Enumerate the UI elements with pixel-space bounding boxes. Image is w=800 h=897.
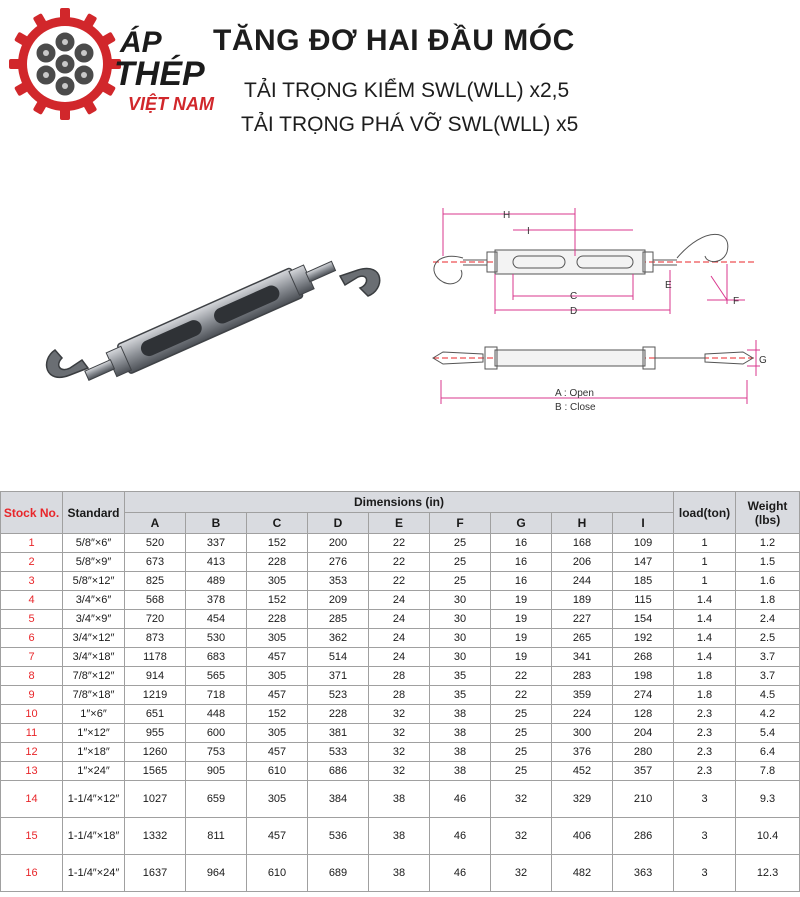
cell-f: 25 bbox=[430, 572, 491, 591]
cell-b: 600 bbox=[186, 724, 247, 743]
cell-i: 154 bbox=[613, 610, 674, 629]
cell-b: 683 bbox=[186, 648, 247, 667]
table-row bbox=[1, 553, 800, 572]
cell-g: 19 bbox=[491, 629, 552, 648]
cell-c: 228 bbox=[247, 553, 308, 572]
cell-e: 32 bbox=[369, 724, 430, 743]
col-stock-no: Stock No. bbox=[1, 492, 63, 534]
cell-d: 686 bbox=[308, 762, 369, 781]
cell-d: 514 bbox=[308, 648, 369, 667]
cell-e: 22 bbox=[369, 534, 430, 553]
cell-e: 24 bbox=[369, 591, 430, 610]
cell-std: 1-1/4″×12″ bbox=[63, 781, 125, 818]
cell-no: 1 bbox=[1, 534, 63, 553]
cell-std: 5/8″×6″ bbox=[63, 534, 125, 553]
cell-e: 28 bbox=[369, 667, 430, 686]
cell-d: 285 bbox=[308, 610, 369, 629]
cell-i: 210 bbox=[613, 781, 674, 818]
logo-text-thep: THÉP bbox=[114, 55, 205, 93]
cell-d: 384 bbox=[308, 781, 369, 818]
diagram-label-h: H bbox=[503, 210, 511, 221]
turnbuckle-photo bbox=[40, 240, 385, 400]
cell-d: 228 bbox=[308, 705, 369, 724]
cell-d: 362 bbox=[308, 629, 369, 648]
gear-wire-rope-icon bbox=[9, 8, 121, 120]
cell-weight: 1.5 bbox=[736, 553, 800, 572]
cell-d: 276 bbox=[308, 553, 369, 572]
cell-i: 109 bbox=[613, 534, 674, 553]
diagram-legend-close: B : Close bbox=[555, 402, 596, 413]
dimension-diagram bbox=[415, 200, 770, 425]
cell-b: 905 bbox=[186, 762, 247, 781]
cell-weight: 1.8 bbox=[736, 591, 800, 610]
cell-g: 19 bbox=[491, 648, 552, 667]
cell-b: 753 bbox=[186, 743, 247, 762]
cell-d: 689 bbox=[308, 855, 369, 892]
cell-std: 7/8″×12″ bbox=[63, 667, 125, 686]
cell-b: 454 bbox=[186, 610, 247, 629]
cell-load: 1.4 bbox=[674, 629, 736, 648]
cell-e: 38 bbox=[369, 855, 430, 892]
diagram-label-c: C bbox=[570, 291, 578, 302]
col-a: A bbox=[125, 513, 186, 534]
cell-e: 22 bbox=[369, 553, 430, 572]
cell-g: 19 bbox=[491, 591, 552, 610]
cell-weight: 7.8 bbox=[736, 762, 800, 781]
cell-weight: 6.4 bbox=[736, 743, 800, 762]
cell-a: 955 bbox=[125, 724, 186, 743]
cell-std: 3/4″×9″ bbox=[63, 610, 125, 629]
cell-h: 376 bbox=[552, 743, 613, 762]
cell-load: 1 bbox=[674, 572, 736, 591]
cell-c: 152 bbox=[247, 591, 308, 610]
col-weight: Weight (lbs) bbox=[736, 492, 800, 534]
cell-i: 363 bbox=[613, 855, 674, 892]
cell-c: 305 bbox=[247, 629, 308, 648]
cell-load: 1.4 bbox=[674, 648, 736, 667]
cell-std: 1-1/4″×24″ bbox=[63, 855, 125, 892]
cell-g: 19 bbox=[491, 610, 552, 629]
cell-a: 914 bbox=[125, 667, 186, 686]
cell-a: 825 bbox=[125, 572, 186, 591]
cell-f: 38 bbox=[430, 743, 491, 762]
cell-load: 1 bbox=[674, 553, 736, 572]
cell-weight: 5.4 bbox=[736, 724, 800, 743]
cell-a: 1565 bbox=[125, 762, 186, 781]
cell-c: 152 bbox=[247, 705, 308, 724]
cell-f: 25 bbox=[430, 534, 491, 553]
cell-no: 3 bbox=[1, 572, 63, 591]
cell-i: 115 bbox=[613, 591, 674, 610]
cell-e: 22 bbox=[369, 572, 430, 591]
table-row bbox=[1, 818, 800, 855]
cell-c: 457 bbox=[247, 818, 308, 855]
diagram-label-g: G bbox=[759, 355, 767, 366]
cell-a: 1637 bbox=[125, 855, 186, 892]
cell-d: 209 bbox=[308, 591, 369, 610]
col-standard: Standard bbox=[63, 492, 125, 534]
cell-std: 1″×18″ bbox=[63, 743, 125, 762]
cell-a: 1027 bbox=[125, 781, 186, 818]
cell-e: 32 bbox=[369, 705, 430, 724]
cell-no: 13 bbox=[1, 762, 63, 781]
table-row bbox=[1, 534, 800, 553]
cell-g: 25 bbox=[491, 724, 552, 743]
cell-i: 147 bbox=[613, 553, 674, 572]
cell-e: 28 bbox=[369, 686, 430, 705]
cell-no: 5 bbox=[1, 610, 63, 629]
cell-d: 371 bbox=[308, 667, 369, 686]
cell-b: 413 bbox=[186, 553, 247, 572]
cell-weight: 1.2 bbox=[736, 534, 800, 553]
cell-a: 673 bbox=[125, 553, 186, 572]
col-b: B bbox=[186, 513, 247, 534]
cell-h: 283 bbox=[552, 667, 613, 686]
cell-a: 1260 bbox=[125, 743, 186, 762]
cell-no: 9 bbox=[1, 686, 63, 705]
cell-a: 651 bbox=[125, 705, 186, 724]
proof-load-subtitle: TẢI TRỌNG KIỂM SWL(WLL) x2,5 bbox=[244, 79, 570, 102]
cell-no: 4 bbox=[1, 591, 63, 610]
table-row bbox=[1, 855, 800, 892]
cell-no: 10 bbox=[1, 705, 63, 724]
cell-no: 8 bbox=[1, 667, 63, 686]
cell-load: 3 bbox=[674, 855, 736, 892]
diagram-label-e: E bbox=[665, 280, 672, 291]
table-row bbox=[1, 629, 800, 648]
table-row bbox=[1, 667, 800, 686]
cell-i: 274 bbox=[613, 686, 674, 705]
cell-weight: 9.3 bbox=[736, 781, 800, 818]
cell-no: 6 bbox=[1, 629, 63, 648]
table-row bbox=[1, 572, 800, 591]
table-row bbox=[1, 781, 800, 818]
cell-g: 22 bbox=[491, 686, 552, 705]
cell-c: 457 bbox=[247, 648, 308, 667]
cell-h: 482 bbox=[552, 855, 613, 892]
cell-b: 565 bbox=[186, 667, 247, 686]
logo-text-vietnam: VIỆT NAM bbox=[128, 94, 215, 114]
cell-b: 811 bbox=[186, 818, 247, 855]
cell-i: 204 bbox=[613, 724, 674, 743]
cell-f: 30 bbox=[430, 648, 491, 667]
cell-a: 520 bbox=[125, 534, 186, 553]
table-row bbox=[1, 743, 800, 762]
col-load: load(ton) bbox=[674, 492, 736, 534]
cell-no: 12 bbox=[1, 743, 63, 762]
cell-f: 35 bbox=[430, 686, 491, 705]
cell-f: 30 bbox=[430, 610, 491, 629]
cell-i: 280 bbox=[613, 743, 674, 762]
cell-f: 35 bbox=[430, 667, 491, 686]
cell-h: 329 bbox=[552, 781, 613, 818]
cell-c: 152 bbox=[247, 534, 308, 553]
cell-c: 610 bbox=[247, 855, 308, 892]
diagram-label-d: D bbox=[570, 306, 578, 317]
cell-weight: 2.5 bbox=[736, 629, 800, 648]
cell-a: 1178 bbox=[125, 648, 186, 667]
cell-a: 1219 bbox=[125, 686, 186, 705]
cell-a: 568 bbox=[125, 591, 186, 610]
cell-a: 720 bbox=[125, 610, 186, 629]
cell-load: 2.3 bbox=[674, 724, 736, 743]
col-f: F bbox=[430, 513, 491, 534]
cell-weight: 1.6 bbox=[736, 572, 800, 591]
cell-g: 32 bbox=[491, 855, 552, 892]
cell-std: 1″×24″ bbox=[63, 762, 125, 781]
cell-std: 1″×6″ bbox=[63, 705, 125, 724]
cell-load: 1.4 bbox=[674, 610, 736, 629]
cell-std: 5/8″×12″ bbox=[63, 572, 125, 591]
cell-i: 286 bbox=[613, 818, 674, 855]
cell-c: 610 bbox=[247, 762, 308, 781]
cell-d: 200 bbox=[308, 534, 369, 553]
cell-h: 341 bbox=[552, 648, 613, 667]
col-c: C bbox=[247, 513, 308, 534]
cell-c: 457 bbox=[247, 686, 308, 705]
cell-a: 873 bbox=[125, 629, 186, 648]
breaking-load-subtitle: TẢI TRỌNG PHÁ VỠ SWL(WLL) x5 bbox=[241, 113, 579, 136]
cell-std: 1″×12″ bbox=[63, 724, 125, 743]
table-row bbox=[1, 705, 800, 724]
cell-std: 3/4″×12″ bbox=[63, 629, 125, 648]
cell-std: 1-1/4″×18″ bbox=[63, 818, 125, 855]
table-row bbox=[1, 591, 800, 610]
cell-g: 25 bbox=[491, 743, 552, 762]
cell-std: 3/4″×18″ bbox=[63, 648, 125, 667]
cell-no: 2 bbox=[1, 553, 63, 572]
cell-d: 533 bbox=[308, 743, 369, 762]
cell-i: 357 bbox=[613, 762, 674, 781]
table-row bbox=[1, 762, 800, 781]
cell-f: 38 bbox=[430, 705, 491, 724]
cell-h: 265 bbox=[552, 629, 613, 648]
cell-g: 32 bbox=[491, 818, 552, 855]
cell-f: 46 bbox=[430, 818, 491, 855]
cell-h: 452 bbox=[552, 762, 613, 781]
cell-weight: 4.2 bbox=[736, 705, 800, 724]
cell-d: 381 bbox=[308, 724, 369, 743]
cell-e: 32 bbox=[369, 762, 430, 781]
cell-c: 305 bbox=[247, 724, 308, 743]
cell-f: 46 bbox=[430, 855, 491, 892]
cell-weight: 12.3 bbox=[736, 855, 800, 892]
cell-f: 30 bbox=[430, 629, 491, 648]
cell-b: 530 bbox=[186, 629, 247, 648]
cell-c: 457 bbox=[247, 743, 308, 762]
cell-load: 1 bbox=[674, 534, 736, 553]
col-dimensions: Dimensions (in) bbox=[125, 492, 674, 513]
cell-h: 189 bbox=[552, 591, 613, 610]
cell-no: 16 bbox=[1, 855, 63, 892]
cell-e: 38 bbox=[369, 781, 430, 818]
cell-e: 24 bbox=[369, 648, 430, 667]
col-d: D bbox=[308, 513, 369, 534]
cell-g: 16 bbox=[491, 534, 552, 553]
cell-d: 523 bbox=[308, 686, 369, 705]
col-h: H bbox=[552, 513, 613, 534]
table-row bbox=[1, 686, 800, 705]
cell-weight: 3.7 bbox=[736, 648, 800, 667]
cell-c: 305 bbox=[247, 667, 308, 686]
spec-table bbox=[0, 491, 800, 892]
cell-load: 3 bbox=[674, 781, 736, 818]
cell-h: 224 bbox=[552, 705, 613, 724]
cell-weight: 3.7 bbox=[736, 667, 800, 686]
cell-h: 300 bbox=[552, 724, 613, 743]
cell-c: 228 bbox=[247, 610, 308, 629]
cell-i: 198 bbox=[613, 667, 674, 686]
cell-c: 305 bbox=[247, 572, 308, 591]
cell-load: 2.3 bbox=[674, 705, 736, 724]
cell-load: 2.3 bbox=[674, 743, 736, 762]
cell-b: 964 bbox=[186, 855, 247, 892]
cell-a: 1332 bbox=[125, 818, 186, 855]
cell-no: 15 bbox=[1, 818, 63, 855]
page-title: TĂNG ĐƠ HAI ĐẦU MÓC bbox=[213, 24, 575, 57]
cell-g: 22 bbox=[491, 667, 552, 686]
col-g: G bbox=[491, 513, 552, 534]
cell-h: 244 bbox=[552, 572, 613, 591]
cell-e: 38 bbox=[369, 818, 430, 855]
cell-f: 30 bbox=[430, 591, 491, 610]
cell-h: 227 bbox=[552, 610, 613, 629]
cell-b: 659 bbox=[186, 781, 247, 818]
cell-b: 718 bbox=[186, 686, 247, 705]
cell-g: 25 bbox=[491, 705, 552, 724]
cell-std: 5/8″×9″ bbox=[63, 553, 125, 572]
col-i: I bbox=[613, 513, 674, 534]
cell-weight: 10.4 bbox=[736, 818, 800, 855]
company-logo bbox=[8, 6, 230, 128]
cell-g: 32 bbox=[491, 781, 552, 818]
cell-std: 3/4″×6″ bbox=[63, 591, 125, 610]
cell-b: 378 bbox=[186, 591, 247, 610]
cell-f: 25 bbox=[430, 553, 491, 572]
cell-std: 7/8″×18″ bbox=[63, 686, 125, 705]
cell-h: 206 bbox=[552, 553, 613, 572]
cell-weight: 4.5 bbox=[736, 686, 800, 705]
cell-g: 25 bbox=[491, 762, 552, 781]
cell-load: 2.3 bbox=[674, 762, 736, 781]
cell-e: 24 bbox=[369, 610, 430, 629]
cell-e: 32 bbox=[369, 743, 430, 762]
cell-no: 7 bbox=[1, 648, 63, 667]
diagram-legend-open: A : Open bbox=[555, 388, 594, 399]
cell-i: 128 bbox=[613, 705, 674, 724]
cell-load: 3 bbox=[674, 818, 736, 855]
table-row bbox=[1, 610, 800, 629]
cell-h: 359 bbox=[552, 686, 613, 705]
table-row bbox=[1, 648, 800, 667]
cell-f: 46 bbox=[430, 781, 491, 818]
col-e: E bbox=[369, 513, 430, 534]
cell-load: 1.8 bbox=[674, 667, 736, 686]
logo-text-ap: ÁP bbox=[120, 26, 162, 59]
cell-load: 1.8 bbox=[674, 686, 736, 705]
table-row bbox=[1, 724, 800, 743]
cell-load: 1.4 bbox=[674, 591, 736, 610]
cell-e: 24 bbox=[369, 629, 430, 648]
cell-c: 305 bbox=[247, 781, 308, 818]
cell-h: 406 bbox=[552, 818, 613, 855]
cell-g: 16 bbox=[491, 572, 552, 591]
spec-table-body bbox=[1, 534, 800, 892]
cell-f: 38 bbox=[430, 762, 491, 781]
cell-b: 489 bbox=[186, 572, 247, 591]
cell-f: 38 bbox=[430, 724, 491, 743]
diagram-label-i: I bbox=[527, 226, 530, 237]
cell-h: 168 bbox=[552, 534, 613, 553]
cell-i: 185 bbox=[613, 572, 674, 591]
cell-no: 11 bbox=[1, 724, 63, 743]
cell-g: 16 bbox=[491, 553, 552, 572]
cell-d: 353 bbox=[308, 572, 369, 591]
cell-no: 14 bbox=[1, 781, 63, 818]
cell-weight: 2.4 bbox=[736, 610, 800, 629]
cell-i: 192 bbox=[613, 629, 674, 648]
cell-b: 337 bbox=[186, 534, 247, 553]
diagram-label-f: F bbox=[733, 296, 740, 307]
cell-d: 536 bbox=[308, 818, 369, 855]
cell-i: 268 bbox=[613, 648, 674, 667]
cell-b: 448 bbox=[186, 705, 247, 724]
